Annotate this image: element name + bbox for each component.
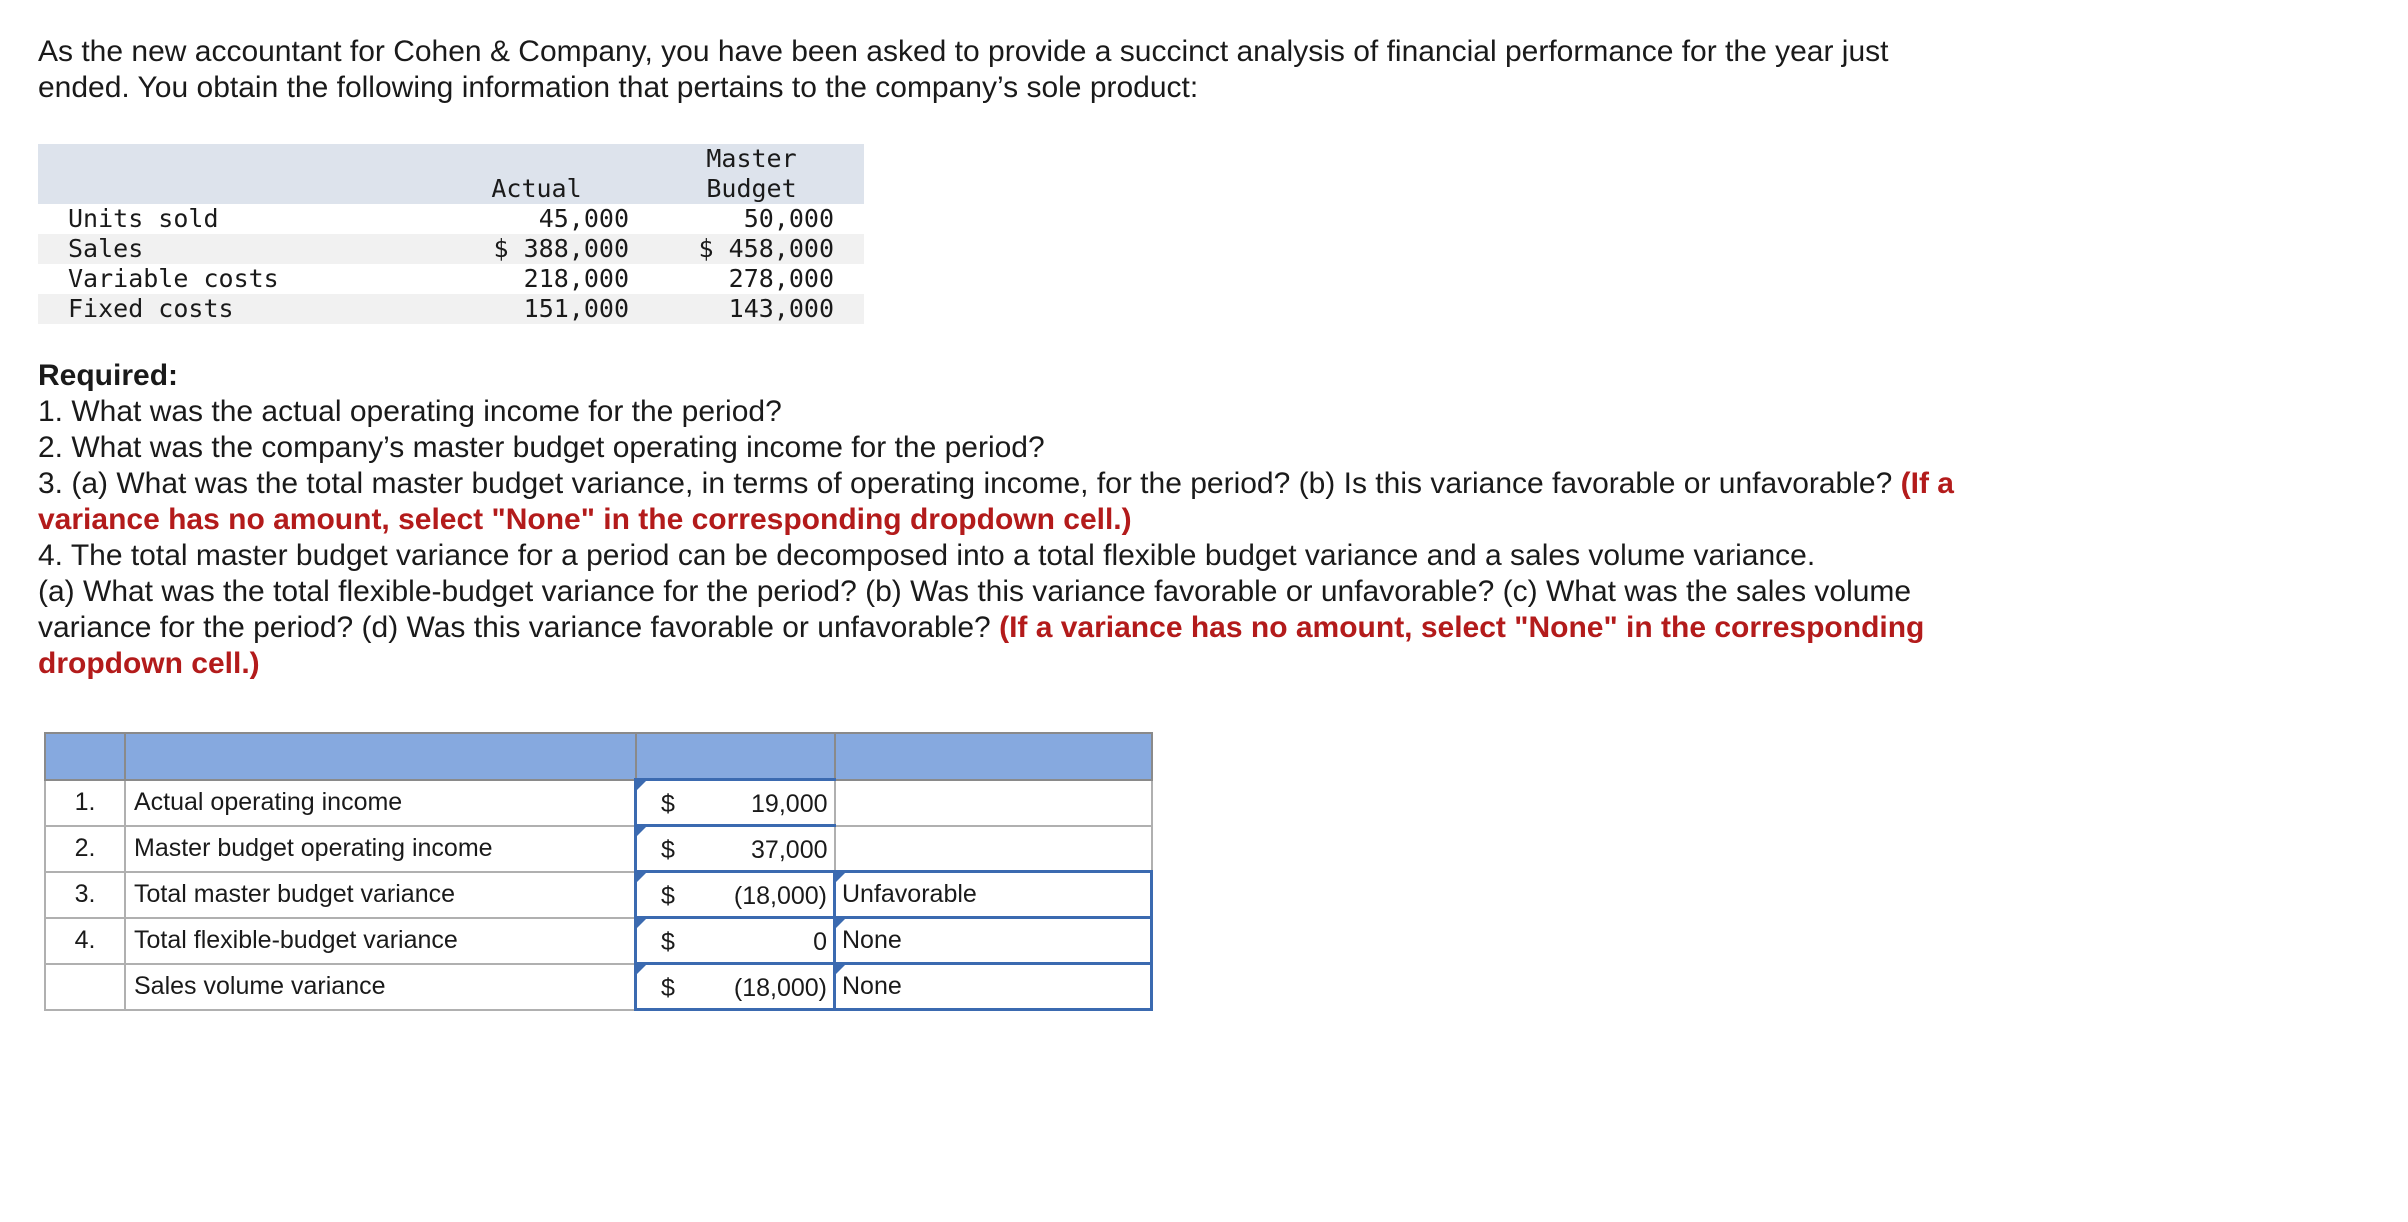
answer-row-number: 2.: [45, 826, 125, 872]
amount-input[interactable]: [636, 964, 835, 1010]
dropdown-value: None: [842, 972, 902, 1000]
data-row-actual: 218,000: [434, 264, 639, 294]
data-row: [38, 204, 864, 234]
intro-paragraph: As the new accountant for Cohen & Company, you have been asked to provide a succinct analysis of financial performance for the year just ended. You obtain the following information that pertains to the company’s sole product:: [38, 35, 1889, 104]
answer-row-label: Master budget operating income: [125, 826, 636, 872]
answer-row: [45, 780, 1152, 826]
answer-grid: [44, 732, 1153, 1011]
dropdown-flag-icon: [836, 965, 845, 974]
data-header-actual: Actual: [434, 144, 639, 204]
data-row-actual: 151,000: [434, 294, 639, 324]
amount-input[interactable]: [636, 826, 835, 872]
dollar-sign: $: [661, 836, 675, 864]
data-row-master: 50,000: [639, 204, 864, 234]
input-flag-icon: [637, 919, 646, 928]
dollar-sign: $: [661, 974, 675, 1002]
data-row-label: Sales: [38, 234, 434, 264]
answer-row-number: 1.: [45, 780, 125, 826]
question-3-note: (If a variance has no amount, select "None" in the corresponding dropdown cell.): [38, 467, 1954, 536]
dollar-sign: $: [661, 928, 675, 956]
data-row: [38, 294, 864, 324]
answer-row-number: 4.: [45, 918, 125, 964]
data-header-master-budget: Master Budget: [639, 144, 864, 204]
data-row-label: Variable costs: [38, 264, 434, 294]
data-row-master: 143,000: [639, 294, 864, 324]
answer-header-cell: [636, 733, 835, 780]
answer-row-label: Actual operating income: [125, 780, 636, 826]
dropdown-flag-icon: [836, 919, 845, 928]
dropdown-flag-icon: [836, 873, 845, 882]
variance-dropdown[interactable]: [835, 918, 1152, 964]
answer-header-cell: [835, 733, 1152, 780]
amount-input[interactable]: [636, 918, 835, 964]
answer-header-cell: [45, 733, 125, 780]
empty-cell: [835, 826, 1152, 872]
variance-dropdown[interactable]: [835, 964, 1152, 1010]
data-row-actual: $ 388,000: [434, 234, 639, 264]
answer-row: [45, 918, 1152, 964]
input-flag-icon: [637, 873, 646, 882]
amount-input[interactable]: [636, 872, 835, 918]
dropdown-value: None: [842, 926, 902, 954]
dollar-sign: $: [661, 790, 675, 818]
input-flag-icon: [637, 781, 646, 790]
amount-value: 37,000: [751, 836, 828, 864]
amount-input[interactable]: [636, 780, 835, 826]
question-4: 4. The total master budget variance for a period can be decomposed into a total flexible budget variance and a sales volume variance. (a) What was the total flexible-budget variance for the period? (b) Was this variance favorable or unfavorable? (c) What was the sales volume variance for the period? (d) Was this variance favorable or unfavorable? (If a variance has no amount, select "None" in the corresponding dropdown cell.): [38, 539, 1925, 680]
answer-row-label: Total master budget variance: [125, 872, 636, 918]
question-1: 1. What was the actual operating income for the period?: [38, 395, 782, 428]
data-row-actual: 45,000: [434, 204, 639, 234]
answer-row-number: [45, 964, 125, 1010]
data-row: [38, 234, 864, 264]
data-row-label: Fixed costs: [38, 294, 434, 324]
answer-row-label: Sales volume variance: [125, 964, 636, 1010]
question-2: 2. What was the company’s master budget operating income for the period?: [38, 431, 1045, 464]
amount-value: 19,000: [751, 790, 828, 818]
data-row-master: $ 458,000: [639, 234, 864, 264]
question-4-note: (If a variance has no amount, select "None" in the corresponding dropdown cell.): [38, 611, 1925, 680]
dollar-sign: $: [661, 882, 675, 910]
variance-dropdown[interactable]: [835, 872, 1152, 918]
input-flag-icon: [637, 965, 646, 974]
answer-row: [45, 872, 1152, 918]
answer-row-label: Total flexible-budget variance: [125, 918, 636, 964]
input-flag-icon: [637, 827, 646, 836]
amount-value: 0: [813, 928, 827, 956]
data-row-master: 278,000: [639, 264, 864, 294]
answer-header-cell: [125, 733, 636, 780]
answer-row-number: 3.: [45, 872, 125, 918]
required-section: [38, 358, 1978, 682]
answer-row: [45, 964, 1152, 1010]
amount-value: (18,000): [733, 882, 827, 910]
data-row-label: Units sold: [38, 204, 434, 234]
answer-row: [45, 826, 1152, 872]
empty-cell: [835, 780, 1152, 826]
answer-header-row: [45, 733, 1152, 780]
required-heading: Required:: [38, 359, 179, 392]
data-header-blank: [38, 144, 434, 204]
dropdown-value: Unfavorable: [842, 880, 977, 908]
amount-value: (18,000): [733, 974, 827, 1002]
question-3: 3. (a) What was the total master budget variance, in terms of operating income, for the period? (b) Is this variance favorable or unfavorable? (If a variance has no amount, select "None" in the corresponding dropdown cell.): [38, 467, 1954, 536]
data-row: [38, 264, 864, 294]
financial-data-table: [38, 144, 864, 324]
